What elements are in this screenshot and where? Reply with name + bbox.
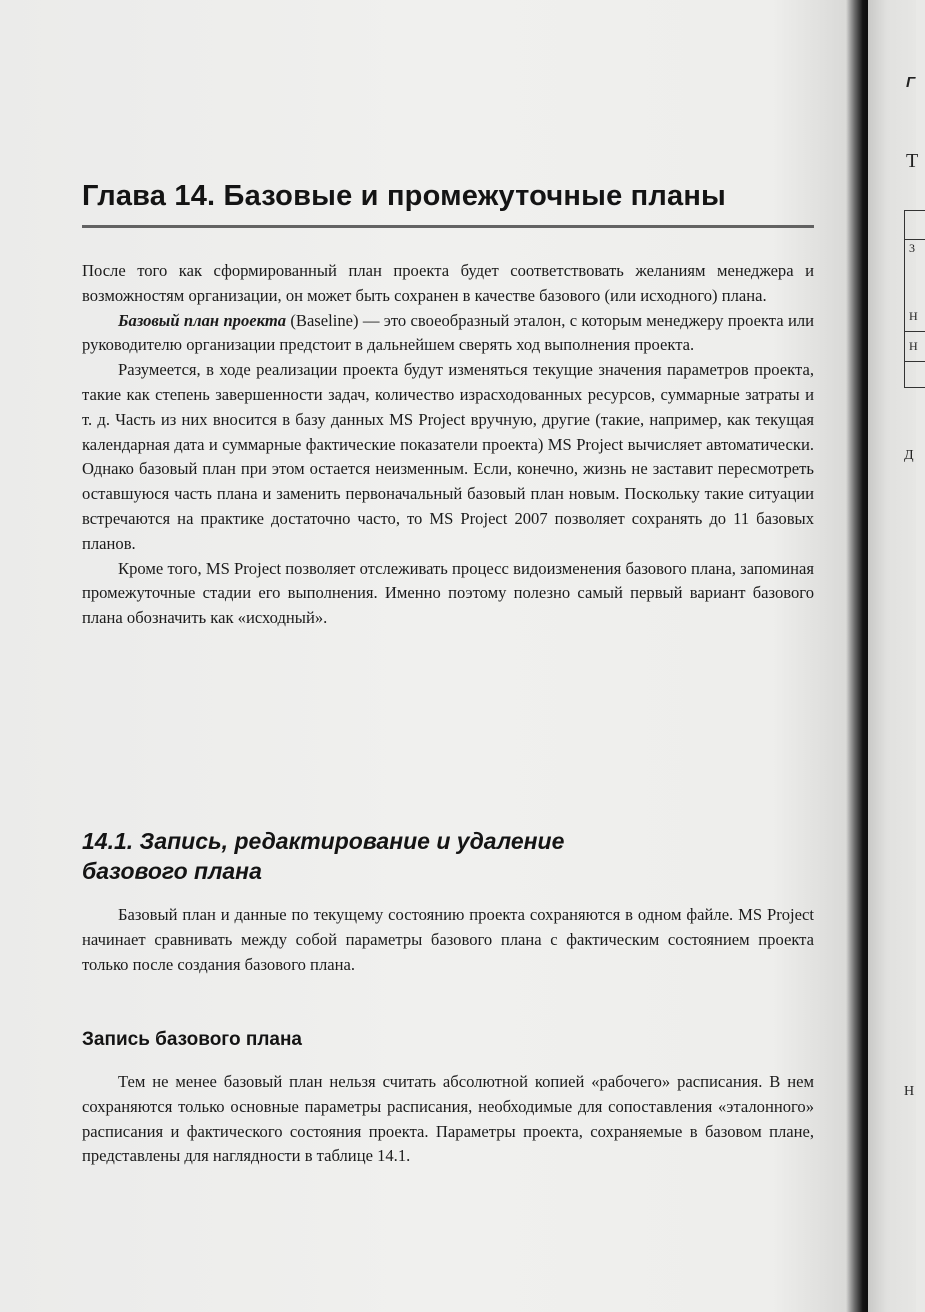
adjacent-fragment-6: Н xyxy=(909,309,918,323)
baseline-term: Базовый план проекта xyxy=(118,310,287,330)
subsection-paragraph-1: Тем не менее базовый план нельзя считать абсолютной копией «рабочего» расписания. В нем сохраняются только основные параметры расписания, необходимые для сопоставления «эталонного» расписания и фактического состояния проекта. Параметры проекта, сохраняемые в базовом плане, представлены для наглядности в таблице 14.1. xyxy=(82,1072,814,1166)
adjacent-table-edge xyxy=(904,210,925,388)
section-text xyxy=(82,903,814,977)
adjacent-fragment-4: Н xyxy=(904,1084,915,1099)
section-heading-line-1: 14.1. Запись, редактирование и удаление xyxy=(82,828,565,854)
subsection-heading-text: Запись базового плана xyxy=(82,1029,303,1050)
section-heading-line-2: базового плана xyxy=(82,858,262,884)
adjacent-fragment-5: 3 xyxy=(909,241,915,255)
intro-paragraph-2 xyxy=(82,309,814,359)
intro-paragraph-3: Разумеется, в ходе реализации проекта будут изменяться текущие значения параметров проекта, такие как степень завершенности задач, количество израсходованных ресурсов, суммарные затраты и т. д. Часть из них вносится в базу данных MS Project вручную, другие (такие, например, как текущая календарная дата и суммарные фактические показатели проекта) MS Project вычисляет автоматически. Однако базовый план при этом остается неизменным. Если, конечно, жизнь не заставит пересмотреть оставшуюся часть плана и заменить первоначальный базовый план новым. Поскольку такие ситуации встречаются на практике достаточно часто, то MS Project 2007 позволяет сохранять до 11 базовых планов. xyxy=(82,360,814,553)
section-paragraph-1: Базовый план и данные по текущему состоянию проекта сохраняются в одном файле. MS Project начинает сравнивать между собой параметры базового плана с фактическим состоянием проекта только после создания базового плана. xyxy=(82,905,814,974)
section-heading xyxy=(82,826,814,886)
chapter-title: Глава 14. Базовые и промежуточные планы xyxy=(82,180,727,212)
adjacent-fragment-1: Г xyxy=(906,74,916,91)
title-rule xyxy=(82,225,814,228)
intro-text xyxy=(82,259,814,631)
subsection-heading xyxy=(82,1029,814,1051)
book-gutter-shadow xyxy=(846,0,870,1312)
adjacent-fragment-2: Т xyxy=(906,150,919,172)
adjacent-fragment-3: Д xyxy=(904,448,914,463)
adjacent-page-edge xyxy=(868,0,919,1312)
section-heading-text xyxy=(82,826,814,886)
intro-paragraph-1: После того как сформированный план проекта будет соответствовать желаниям менеджера и возможностям организации, он может быть сохранен в качестве базового (или исходного) плана. xyxy=(82,261,814,305)
adjacent-fragment-7: Н xyxy=(909,339,918,353)
baseline-definition: (Baseline) — это своеобразный эталон, с которым менеджеру проекта или руководителю организации предстоит в дальнейшем сверять ход выполнения проекта. xyxy=(82,310,814,355)
intro-paragraph-4: Кроме того, MS Project позволяет отслеживать процесс видоизменения базового плана, запоминая промежуточные стадии его выполнения. Именно поэтому полезно самый первый вариант базового плана обозначить как «исходный». xyxy=(82,558,814,628)
subsection-text xyxy=(82,1070,814,1169)
